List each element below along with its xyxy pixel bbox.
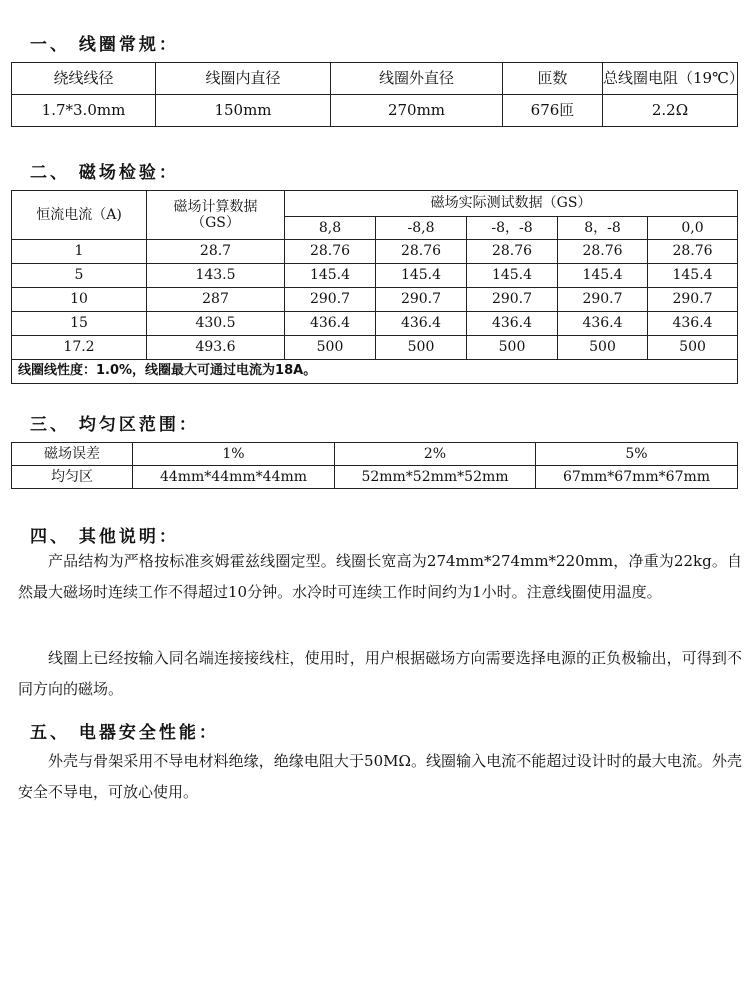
cell-calc: 287 — [147, 288, 285, 312]
linearity-note: 线圈线性度：1.0%，线圈最大可通过电流为18A。 — [12, 360, 738, 384]
section-5-title: 五、 电器安全性能： — [30, 723, 219, 743]
uniform-zone-table — [11, 442, 738, 489]
cell-measured: 145.4 — [376, 264, 467, 288]
cell-measured: 145.4 — [558, 264, 648, 288]
value-resistance: 2.2Ω — [603, 95, 738, 127]
cell-measured: 290.7 — [285, 288, 376, 312]
header-resistance: 总线圈电阻（19℃） — [603, 63, 738, 95]
cell-measured: 436.4 — [648, 312, 738, 336]
table-note-row — [12, 360, 738, 384]
cell-current: 1 — [12, 240, 147, 264]
header-measured: 磁场实际测试数据（GS） — [285, 191, 738, 217]
cell-zone: 52mm*52mm*52mm — [335, 466, 536, 489]
cell-measured: 436.4 — [467, 312, 558, 336]
table-header-row — [12, 191, 738, 217]
cell-measured: 28.76 — [467, 240, 558, 264]
cell-measured: 290.7 — [648, 288, 738, 312]
paragraph-structure: 产品结构为严格按标准亥姆霍兹线圈定型。线圈长宽高为274mm*274mm*220mm，净重为22kg。自然最大磁场时连续工作不得超过10分钟。水冷时可连续工作时间约为1小时。注意线圈使用温度。 — [18, 552, 742, 601]
paragraph-safety: 外壳与骨架采用不导电材料绝缘，绝缘电阻大于50MΩ。线圈输入电流不能超过设计时的最大电流。外壳安全不导电，可放心使用。 — [18, 752, 742, 801]
table-header-row — [12, 63, 738, 95]
header-calculated-line2: （GS） — [191, 215, 240, 231]
cell-zone: 67mm*67mm*67mm — [536, 466, 738, 489]
value-wire-diameter: 1.7*3.0mm — [12, 95, 156, 127]
cell-current: 10 — [12, 288, 147, 312]
cell-measured: 28.76 — [648, 240, 738, 264]
position-header: 8，-8 — [558, 217, 648, 240]
cell-measured: 145.4 — [285, 264, 376, 288]
section-4-title: 四、 其他说明： — [30, 527, 179, 547]
cell-measured: 436.4 — [376, 312, 467, 336]
paragraph-wiring: 线圈上已经按输入同名端连接接线柱，使用时，用户根据磁场方向需要选择电源的正负极输出，可得到不同方向的磁场。 — [18, 649, 742, 698]
cell-zone: 44mm*44mm*44mm — [133, 466, 335, 489]
cell-current: 15 — [12, 312, 147, 336]
table-row — [12, 312, 738, 336]
section-3-title: 三、 均匀区范围： — [30, 415, 199, 435]
table-row — [12, 264, 738, 288]
table-row — [12, 95, 738, 127]
header-inner-diameter: 线圈内直径 — [156, 63, 331, 95]
header-current: 恒流电流（A) — [12, 191, 147, 240]
cell-measured: 500 — [376, 336, 467, 360]
table-row — [12, 443, 738, 466]
cell-measured: 28.76 — [558, 240, 648, 264]
section-1-title: 一、 线圈常规： — [30, 35, 179, 55]
field-test-table — [11, 190, 738, 384]
header-turns: 匝数 — [503, 63, 603, 95]
section-2-title: 二、 磁场检验： — [30, 163, 179, 183]
cell-measured: 500 — [467, 336, 558, 360]
cell-calc: 143.5 — [147, 264, 285, 288]
cell-measured: 28.76 — [376, 240, 467, 264]
table-row — [12, 288, 738, 312]
cell-measured: 145.4 — [467, 264, 558, 288]
position-header: 0,0 — [648, 217, 738, 240]
cell-measured: 290.7 — [376, 288, 467, 312]
table-row — [12, 336, 738, 360]
cell-measured: 500 — [648, 336, 738, 360]
label-uniform-zone: 均匀区 — [12, 466, 133, 489]
cell-measured: 28.76 — [285, 240, 376, 264]
coil-spec-table — [11, 62, 744, 127]
cell-measured: 290.7 — [467, 288, 558, 312]
cell-error: 5% — [536, 443, 738, 466]
header-wire-diameter: 绕线线径 — [12, 63, 156, 95]
header-calculated — [147, 191, 285, 240]
cell-measured: 290.7 — [558, 288, 648, 312]
cell-measured: 500 — [558, 336, 648, 360]
table-row — [12, 240, 738, 264]
value-turns: 676匝 — [503, 95, 603, 127]
value-outer-diameter: 270mm — [331, 95, 503, 127]
cell-calc: 28.7 — [147, 240, 285, 264]
position-header: -8，-8 — [467, 217, 558, 240]
position-header: 8,8 — [285, 217, 376, 240]
cell-error: 2% — [335, 443, 536, 466]
cell-measured: 145.4 — [648, 264, 738, 288]
cell-error: 1% — [133, 443, 335, 466]
header-calculated-line1: 磁场计算数据 — [173, 198, 258, 215]
header-outer-diameter: 线圈外直径 — [331, 63, 503, 95]
label-field-error: 磁场误差 — [12, 443, 133, 466]
cell-measured: 436.4 — [285, 312, 376, 336]
cell-calc: 493.6 — [147, 336, 285, 360]
cell-current: 17.2 — [12, 336, 147, 360]
cell-calc: 430.5 — [147, 312, 285, 336]
cell-measured: 500 — [285, 336, 376, 360]
value-inner-diameter: 150mm — [156, 95, 331, 127]
cell-current: 5 — [12, 264, 147, 288]
cell-measured: 436.4 — [558, 312, 648, 336]
table-row — [12, 466, 738, 489]
position-header: -8,8 — [376, 217, 467, 240]
